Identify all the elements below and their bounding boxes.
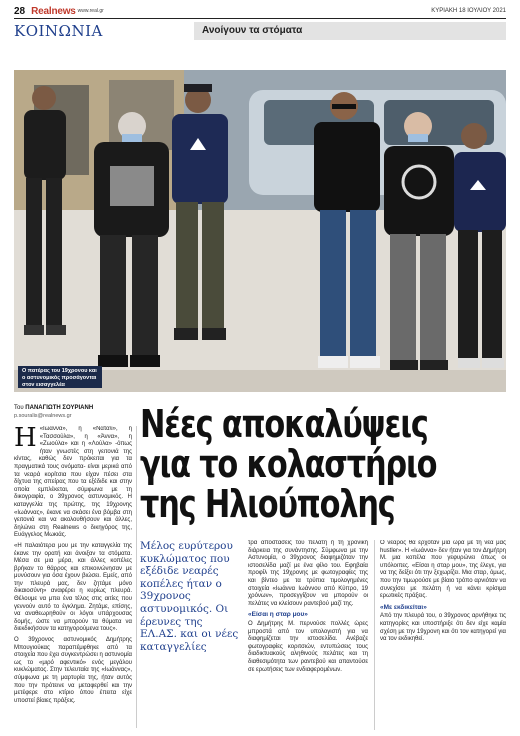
photo-caption: Ο πατέρας του 19χρονου και ο αστυνομικός προσάγονται στον εισαγγελέα xyxy=(18,366,102,388)
paragraph: «Ιωάννα», η «Νάτα\ι», η «Τασσούλα», η «Άννα», η «Ζωούλα» και η «Λούλα» -όπως ήταν γνωστές στη γειτονιά της κίντας, καθώς δεν πρόκειται για τα πραγματικά τους ονόματα- είναι μερικά από τα νεαρά κορίτσια που είχαν πέσει στα δίχτυα της σπείρας που τα εξέδιδε και στην οποία εμπλέκεται, σύμφωνα με τη δικογραφία, ο 39χρονος αστυνομικός. Η καταγγελία της πρώτης, της 19χρονης «Ιωάννας», έκανε να σκάσει ένα βόμβα στη γειτονιά και να ακολουθήσουν και άλλες, δηλώνει στη Realnews ο δικηγόρος της, Ευάγγελος Μωκιάς. xyxy=(14,426,132,539)
paragraph: Ο Δημήτρης Μ. περνούσε πολλές ώρες μπροστά από τον υπολογιστή για να διαφημίζεται την ιστοσελίδα. Ανέβαζε φωτογραφίες κοριτσιών, εντυπώσεις τους διαδικτυακούς αληθινούς πελάτες και τη διαθεσιμότητα των ραντεβού και απαντούσε σε ερωτήσεις των ενδιαφερομένων. xyxy=(248,620,368,673)
brand-url: www.real.gr xyxy=(77,8,104,14)
byline-author: ΠΑΝΑΓΙΩΤΗ ΣΟΥΡΙΑΝΗ xyxy=(25,405,94,411)
standfirst: Μέλος ευρύτερου κυκλώματος που εξέδιδε νεαρές κοπέλες ήταν ο 39χρονος αστυνομικός. Οι έρευνες της ΕΛ.ΑΣ. και οι νέες καταγγελίες xyxy=(140,540,239,653)
paragraph: Ο 39χρονος αστυνομικός Δημήτρης Μπουγιούκας παραπέμφθηκε από τα στοιχεία που έχει συγκεντρώσει η αστυνομία ως το «μιρό αφεντικό» ενός μεγάλου κυκλώματος. Στην τελευταία της «Ιωάννας», σύμφωνα με τη μαρτυρία της, ήταν αυτός που την πρότεινε να μεταφερθεί και την μετέφερε στο κτίριο όπου έπειτα είχε υποστεί βίαιες πράξεις. xyxy=(14,637,132,704)
headline-line-2: για το κολαστήριο xyxy=(140,442,437,486)
issue-date: ΚΥΡΙΑΚΗ 18 ΙΟΥΛΙΟΥ 2021 xyxy=(431,8,506,14)
paragraph: τρα αποστάσεις του πελάτη ή τη χρονική διάρκεια της συνάντησης. Σύμφωνα με την Αστυνομία, ο 39χρονος διαφημιζόταν την ιστοσελίδα μαζί με ένα φίλο του. Εφηβαία προφίλ της 19χρονης με φωτογραφίες της και βίντεο με τα τρύπια τιμολογημένες στοιχεία «Ιωάννα Ιωάννου από Κύπρο, 19 χρόνων», προσεγγίζουν να μπορούν οι πελάτες να κλείσουν ραντεβού μαζί της. xyxy=(248,540,368,607)
subheading: «Είσαι η σταρ μου» xyxy=(248,611,308,619)
article-column-2 xyxy=(248,540,368,730)
brand-logo: Realnews xyxy=(31,5,76,17)
article-column-3 xyxy=(380,540,506,730)
news-photo xyxy=(14,70,506,392)
page-number: 28 xyxy=(14,5,26,17)
headline xyxy=(140,402,437,526)
page-header xyxy=(14,5,506,17)
paragraph: «Η παλαιότερα μου με την καταγγελία της έκανε την ορατή και άνοιξαν τα στόματα. Μέσα σε μια μέρα, και άλλες κοπέλες βρήκαν το θάρρος και επικοινώνησαν με μυνύσουν για όσα έχουν βιώσει. Εμείς, από την πλευρά μας, δεν ζητάμε μόνο δικαιοσύνη» αναφέρει η κυρίως πλευρά. Θέλουμε να μπει ένα τέλος στις αιτίες που γεννούν αυτό το έγκλημα. Ζητάμε, επίσης, να αναθεωρηθούν οι λόγοι υπάρχουσας δομής, ώστε να μπορούν τα θύματα να διεκδικήσουν τα κατηγορούμενα τους». xyxy=(14,542,132,633)
byline-prefix: Του xyxy=(14,405,24,411)
article-column-1 xyxy=(14,426,132,728)
paragraph: Ο νεαρός θα ερχόταν μία ώρα με τη νέα μας hustler». Η «Ιωάννα» δεν ήταν για τον Δημήτρη Μ. μια κοπέλα που γεφυρώνει όπως οι υπόλοιπες. «Είσαι η σταρ μου», της έλεγε, για να της δείξει ότι την ξεχωρίζει. Μια σταρ, όμως, που την τιμωρούσε με βίαιο τρόπο αρνιόταν να συνεχίσει με πελάτη ή να κάνει κρίσιμα ερωτικές πράξεις. xyxy=(380,540,506,600)
header-rule xyxy=(14,18,506,19)
column-divider xyxy=(136,426,137,728)
column-divider xyxy=(374,540,375,730)
subheading: «Με εκδικείται» xyxy=(380,603,427,611)
paragraph: Από την πλευρά του, ο 39χρονος αρνήθηκε τις κατηγορίες και υποστήριξε ότι δεν είχε καμία σχέση με την 19χρονη και ότι τον κατηγορεί για να τον εκδικηθεί. xyxy=(380,613,506,643)
section-title: ΚΟΙΝΩΝΙΑ xyxy=(14,22,103,40)
byline xyxy=(14,404,134,420)
byline-email[interactable]: p.souralis@realnews.gr xyxy=(14,413,72,419)
kicker-bar: Ανοίγουν τα στόματα xyxy=(194,22,506,40)
headline-line-1: Νέες αποκαλύψεις xyxy=(140,402,428,446)
headline-line-3: της Ηλιούπολης xyxy=(140,482,395,526)
drop-cap: Η xyxy=(14,426,37,453)
